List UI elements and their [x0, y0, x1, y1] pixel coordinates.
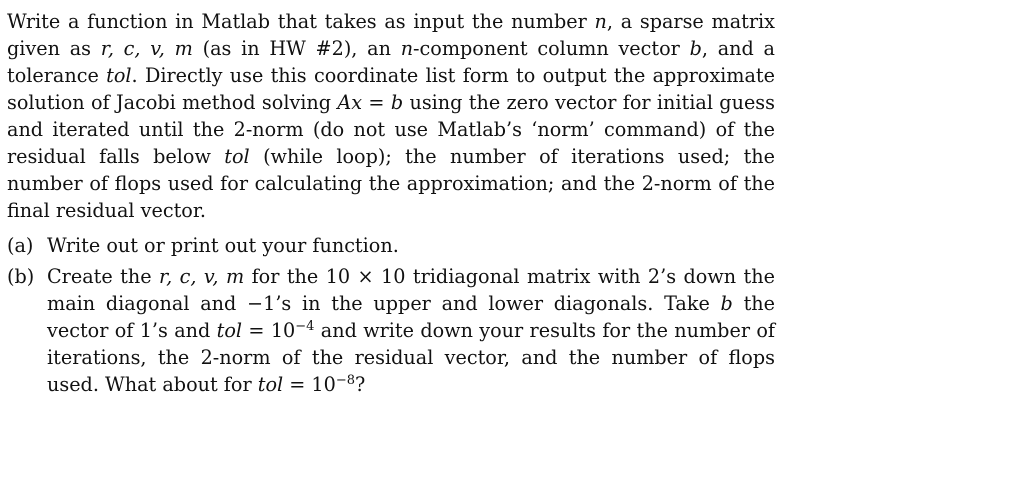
- part-a-text: Write out or print out your function.: [47, 234, 399, 257]
- exponent: −4: [295, 319, 315, 334]
- intro-text: (while loop); the number of iterations used; the number of flops used for calculating the approximation; and the 2-norm of the final residual vector.: [7, 145, 776, 222]
- math-b: b: [390, 91, 404, 114]
- intro-text: , and a tolerance: [7, 37, 775, 87]
- exponent: −8: [335, 373, 356, 388]
- intro-paragraph: [7, 8, 775, 224]
- math-tol: tol: [257, 373, 284, 396]
- parts-list: [7, 232, 775, 398]
- part-b-text: Create the: [47, 265, 159, 288]
- math-tol: tol: [224, 145, 250, 168]
- math-b: b: [720, 292, 733, 315]
- part-b-text: and write down your results for the number of iterations, the 2-norm of the residual vector, and the number of flops used. What about for: [47, 319, 775, 396]
- math-equals-ten: = 10: [283, 373, 336, 396]
- math-n: n: [400, 37, 414, 60]
- math-tol: tol: [216, 319, 243, 342]
- intro-text: -component column vector: [413, 37, 690, 60]
- math-equals: =: [362, 91, 391, 114]
- part-text: [47, 263, 775, 398]
- part-label: (a): [7, 234, 34, 257]
- part-b-text: ?: [355, 373, 366, 396]
- part-label: (b): [7, 265, 35, 288]
- intro-text: (as in HW #2), an: [192, 37, 401, 60]
- math-rcvm: r, c, v, m: [100, 37, 193, 60]
- part-b: [7, 263, 775, 398]
- math-tol: tol: [106, 64, 132, 87]
- math-b: b: [689, 37, 702, 60]
- part-a: [7, 232, 775, 259]
- part-text: [47, 232, 775, 259]
- intro-text: using the zero vector for initial guess and iterated until the 2-norm (do not use Matlab’s ‘norm’ command) of the residual falls below: [7, 91, 775, 168]
- intro-text: Write a function in Matlab that takes as input the number: [7, 10, 595, 33]
- math-rcvm: r, c, v, m: [159, 265, 245, 288]
- math-ax: Ax: [337, 91, 363, 114]
- problem-statement: [7, 8, 775, 398]
- math-equals-ten: = 10: [242, 319, 296, 342]
- part-b-text: for the 10 × 10 tridiagonal matrix with 2’s down the main diagonal and −1’s in the upper and lower diagonals. Take: [47, 265, 775, 315]
- part-b-text: the vector of 1’s and: [47, 292, 776, 342]
- intro-text: . Directly use this coordinate list form to output the approximate solution of Jacobi method solving: [7, 64, 775, 114]
- math-n: n: [594, 10, 607, 33]
- intro-text: , a sparse matrix given as: [7, 10, 775, 60]
